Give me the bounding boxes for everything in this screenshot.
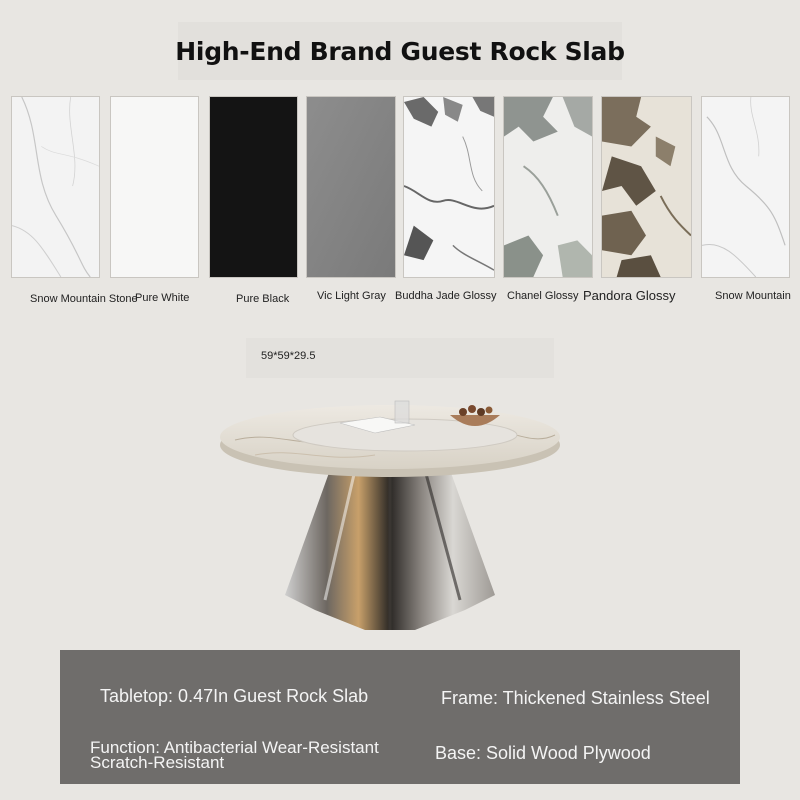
spec-function: Function: Antibacterial Wear-Resistant <box>90 738 379 757</box>
swatch-label: Chanel Glossy <box>507 290 579 302</box>
spec-base: Base: Solid Wood Plywood <box>435 743 651 763</box>
swatch-label: Buddha Jade Glossy <box>395 290 497 302</box>
swatch-label: Pandora Glossy <box>583 288 676 303</box>
spec-function-2: Scratch-Resistant <box>90 753 225 772</box>
swatch-snow-mountain-stone <box>11 96 100 278</box>
spec-tabletop: Tabletop: 0.47In Guest Rock Slab <box>100 686 369 706</box>
swatch-label: Snow Mountain <box>715 290 791 302</box>
page-title: High-End Brand Guest Rock Slab <box>175 36 625 66</box>
swatch-label: Pure White <box>135 292 190 304</box>
swatch-pandora-glossy <box>601 96 692 278</box>
swatch-snow-mountain <box>701 96 790 278</box>
swatch-pure-black <box>209 96 298 278</box>
swatch-label: Snow Mountain Stone <box>30 293 138 305</box>
title-band <box>175 22 625 80</box>
dimensions-label: 59*59*29.5 <box>261 350 316 362</box>
swatch-buddha-jade-glossy <box>403 96 495 278</box>
swatch-chanel-glossy <box>503 96 593 278</box>
swatch-label: Pure Black <box>236 293 290 305</box>
spec-frame: Frame: Thickened Stainless Steel <box>441 688 710 708</box>
swatch-pure-white <box>110 96 199 278</box>
swatch-label: Vic Light Gray <box>317 290 386 302</box>
table-illustration <box>215 395 565 645</box>
swatch-vic-light-gray <box>306 96 396 278</box>
